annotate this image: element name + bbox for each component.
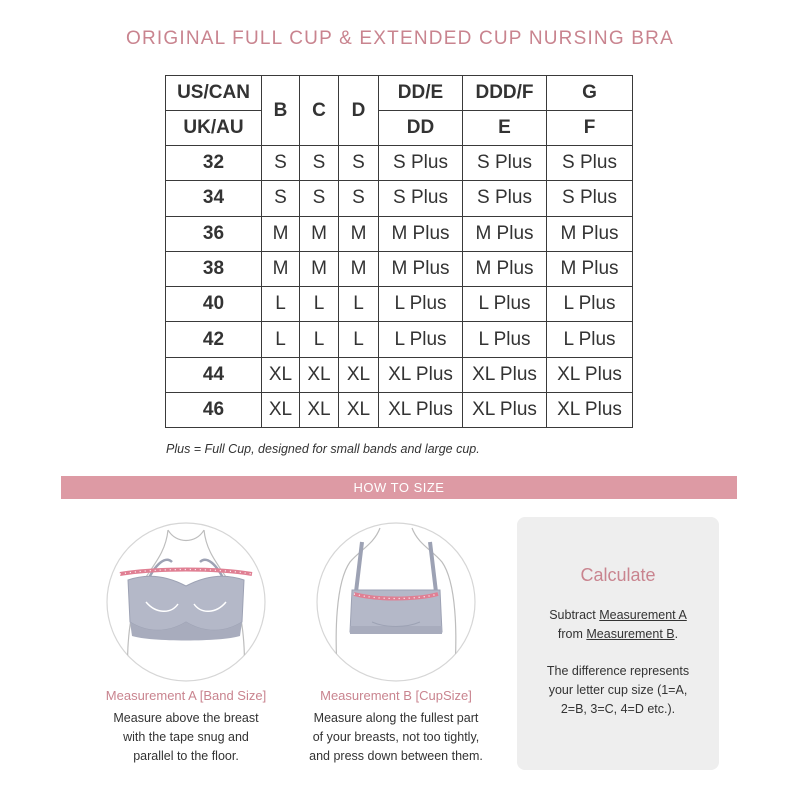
calculate-instruction	[517, 606, 719, 644]
size-row	[166, 181, 633, 216]
calculate-title: Calculate	[580, 565, 656, 585]
calculate-explanation	[517, 662, 719, 719]
size-cell: S	[300, 146, 339, 181]
band-size-cell: 38	[166, 251, 262, 286]
size-row	[166, 146, 633, 181]
size-cell: M Plus	[379, 251, 463, 286]
band-size-cell: 34	[166, 181, 262, 216]
size-cell: XL	[262, 393, 300, 428]
size-cell: S	[300, 181, 339, 216]
size-cell: L	[339, 322, 379, 357]
size-cell: XL	[300, 357, 339, 392]
header-cup-ddd-f: DDD/F	[463, 76, 547, 111]
size-cell: S Plus	[547, 146, 633, 181]
size-cell: M Plus	[463, 216, 547, 251]
calc-measurement-a-ref: Measurement A	[599, 608, 687, 622]
size-cell: XL Plus	[463, 357, 547, 392]
size-cell: L Plus	[463, 322, 547, 357]
header-cup-dd: DD	[379, 111, 463, 146]
size-cell: S	[339, 181, 379, 216]
size-cell: S	[262, 181, 300, 216]
header-us-can: US/CAN	[166, 76, 262, 111]
band-size-cell: 40	[166, 287, 262, 322]
size-cell: XL Plus	[547, 393, 633, 428]
header-cup-c: C	[300, 76, 339, 146]
size-cell: L Plus	[379, 287, 463, 322]
size-cell: S Plus	[463, 146, 547, 181]
band-measurement-illustration	[106, 522, 266, 682]
size-cell: XL Plus	[547, 357, 633, 392]
size-cell: L Plus	[547, 287, 633, 322]
size-cell: L	[339, 287, 379, 322]
size-cell: S	[262, 146, 300, 181]
band-size-cell: 46	[166, 393, 262, 428]
size-row	[166, 322, 633, 357]
measurement-a-line: with the tape snug and	[123, 730, 249, 744]
size-cell: L	[300, 287, 339, 322]
size-chart-table	[165, 75, 633, 428]
size-cell: L	[262, 287, 300, 322]
size-cell: M	[300, 251, 339, 286]
size-cell: M	[262, 216, 300, 251]
size-cell: M Plus	[379, 216, 463, 251]
calc-measurement-b-ref: Measurement B	[586, 627, 675, 641]
size-cell: M Plus	[547, 216, 633, 251]
measurement-b-line: of your breasts, not too tightly,	[312, 730, 480, 744]
header-cup-b: B	[262, 76, 300, 146]
calculate-panel	[517, 517, 719, 770]
measurement-a-line: Measure above the breast	[113, 711, 259, 725]
size-row	[166, 287, 633, 322]
calc-period: .	[674, 627, 679, 641]
header-cup-dd-e: DD/E	[379, 76, 463, 111]
calc-from-text: from	[557, 627, 587, 641]
measurement-a-text	[80, 709, 292, 766]
header-cup-d: D	[339, 76, 379, 146]
calc-explanation-line: your letter cup size (1=A,	[548, 683, 688, 697]
calc-explanation-line: The difference represents	[546, 664, 690, 678]
measurement-b-line: Measure along the fullest part	[313, 711, 479, 725]
calc-explanation-line: 2=B, 3=C, 4=D etc.).	[560, 702, 676, 716]
band-size-cell: 36	[166, 216, 262, 251]
header-cup-f: F	[547, 111, 633, 146]
size-cell: M Plus	[547, 251, 633, 286]
size-cell: L	[262, 322, 300, 357]
size-cell: L Plus	[463, 287, 547, 322]
size-cell: M	[300, 216, 339, 251]
size-cell: XL	[339, 393, 379, 428]
size-cell: M	[339, 251, 379, 286]
band-size-cell: 44	[166, 357, 262, 392]
size-cell: S Plus	[463, 181, 547, 216]
chart-title: ORIGINAL FULL CUP & EXTENDED CUP NURSING BRA	[126, 28, 674, 49]
size-cell: L Plus	[547, 322, 633, 357]
plus-footnote: Plus = Full Cup, designed for small bands and large cup.	[166, 442, 480, 456]
size-cell: XL Plus	[379, 357, 463, 392]
size-cell: XL Plus	[463, 393, 547, 428]
size-row	[166, 393, 633, 428]
band-size-cell: 42	[166, 322, 262, 357]
size-cell: L	[300, 322, 339, 357]
header-uk-au: UK/AU	[166, 111, 262, 146]
size-row	[166, 357, 633, 392]
size-row	[166, 216, 633, 251]
measurement-b-title: Measurement B [CupSize]	[320, 688, 472, 703]
measurement-a-title: Measurement A [Band Size]	[105, 688, 267, 703]
band-size-cell: 32	[166, 146, 262, 181]
size-cell: S Plus	[379, 181, 463, 216]
size-cell: M	[339, 216, 379, 251]
size-cell: S Plus	[547, 181, 633, 216]
size-cell: M	[262, 251, 300, 286]
size-cell: XL	[339, 357, 379, 392]
size-cell: L Plus	[379, 322, 463, 357]
measurement-a-line: parallel to the floor.	[133, 749, 239, 763]
measurement-b-text	[290, 709, 502, 766]
size-cell: XL Plus	[379, 393, 463, 428]
header-cup-g: G	[547, 76, 633, 111]
size-cell: S	[339, 146, 379, 181]
size-cell: M Plus	[463, 251, 547, 286]
size-cell: S Plus	[379, 146, 463, 181]
size-row	[166, 251, 633, 286]
calc-subtract-text: Subtract	[549, 608, 600, 622]
size-cell: XL	[300, 393, 339, 428]
measurement-b-line: and press down between them.	[309, 749, 483, 763]
cup-measurement-illustration	[316, 522, 476, 682]
how-to-size-banner: HOW TO SIZE	[61, 476, 737, 499]
header-cup-e: E	[463, 111, 547, 146]
size-cell: XL	[262, 357, 300, 392]
